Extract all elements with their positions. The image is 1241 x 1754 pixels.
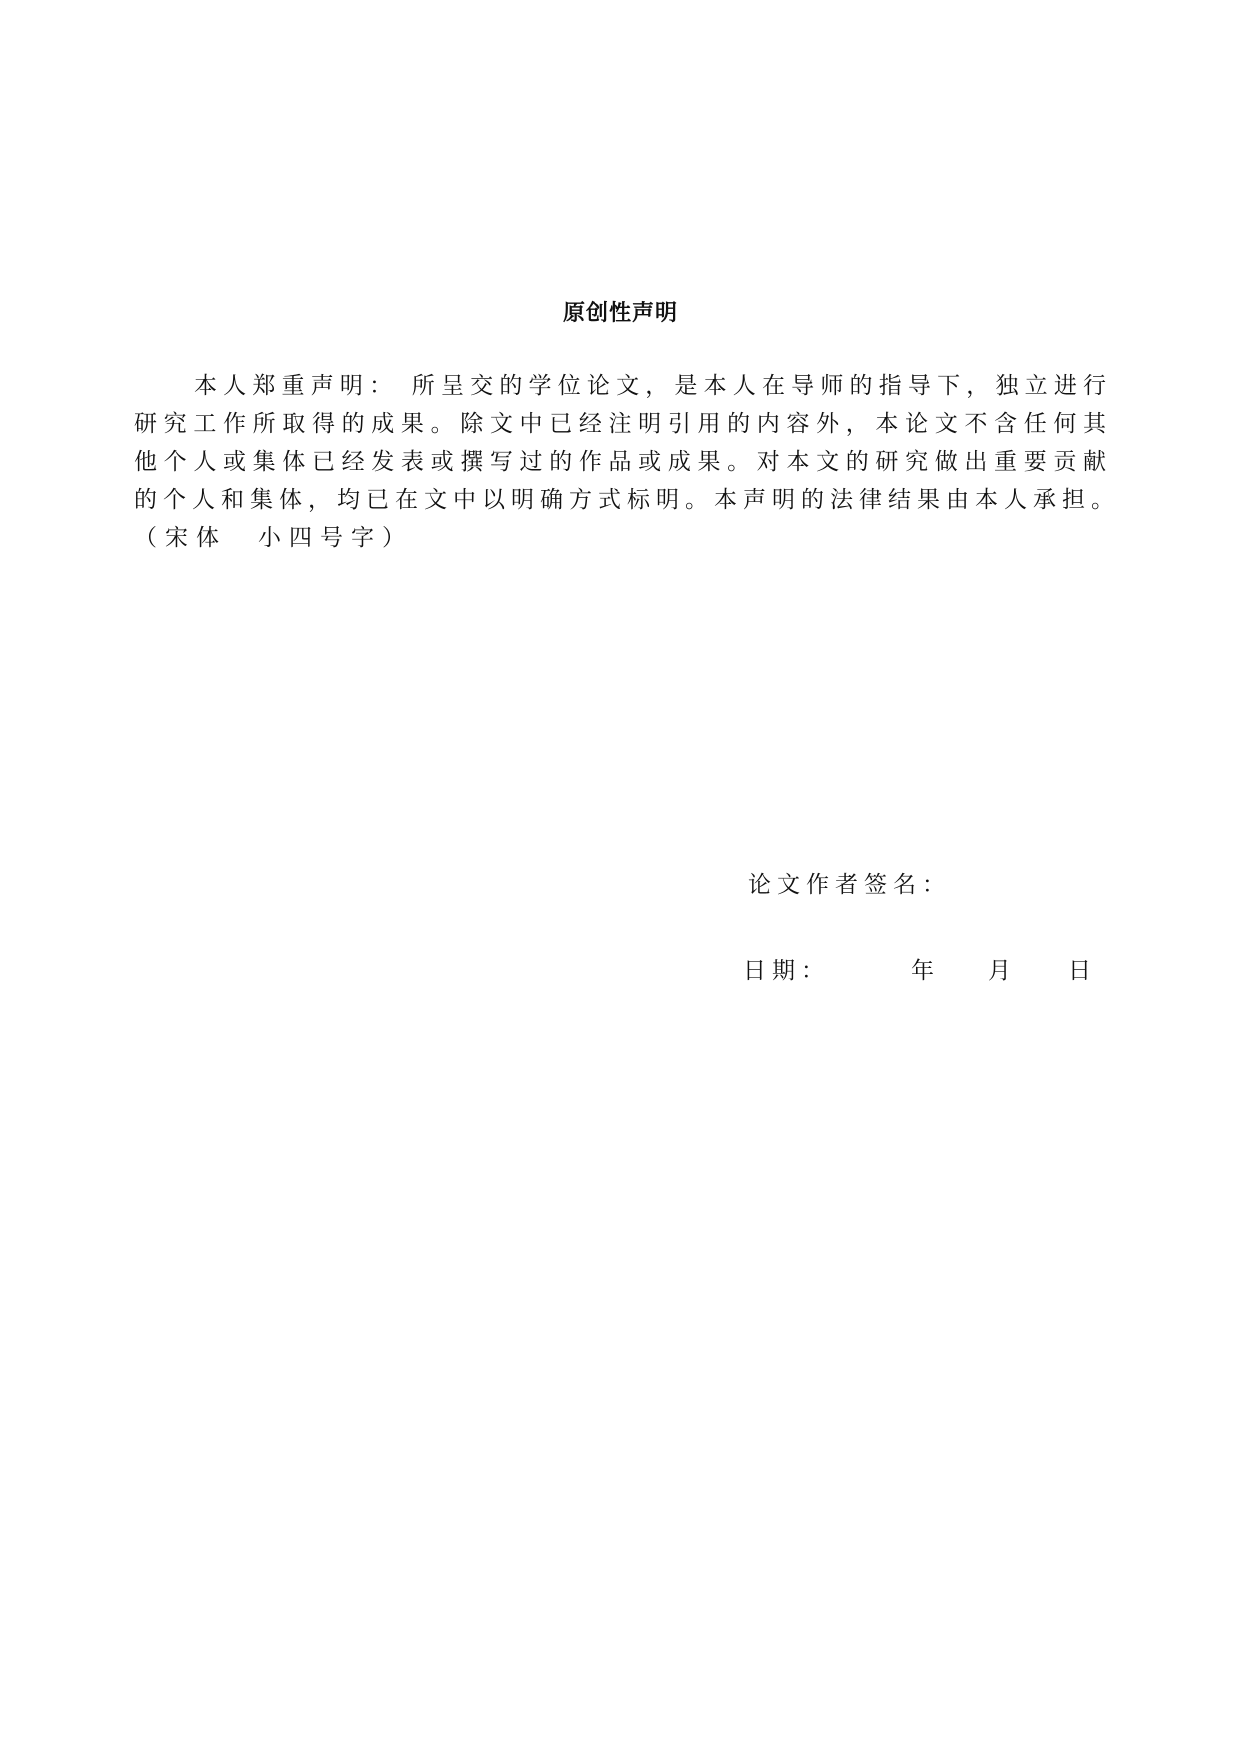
page-title: 原创性声明 (562, 301, 678, 326)
paragraph-line-3: 他个人或集体已经发表或撰写过的作品或成果。对本文的研究做出重要贡献 (134, 449, 1112, 475)
paragraph-line-4: 的个人和集体，均已在文中以明确方式标明。本声明的法律结果由本人承担。 (134, 487, 1120, 513)
year-label: 年 (911, 958, 934, 984)
author-signature-label: 论文作者签名： (748, 872, 951, 898)
paragraph-line-1: 本人郑重声明： 所呈交的学位论文，是本人在导师的指导下，独立进行 (194, 373, 1112, 399)
font-note: （宋体 小四号字） (134, 525, 413, 551)
date-label: 日期： (743, 958, 830, 984)
month-label: 月 (988, 958, 1011, 984)
declaration-paragraph (134, 367, 1120, 557)
day-label: 日 (1068, 958, 1091, 984)
paragraph-line-2: 研究工作所取得的成果。除文中已经注明引用的内容外，本论文不含任何其 (134, 411, 1112, 437)
